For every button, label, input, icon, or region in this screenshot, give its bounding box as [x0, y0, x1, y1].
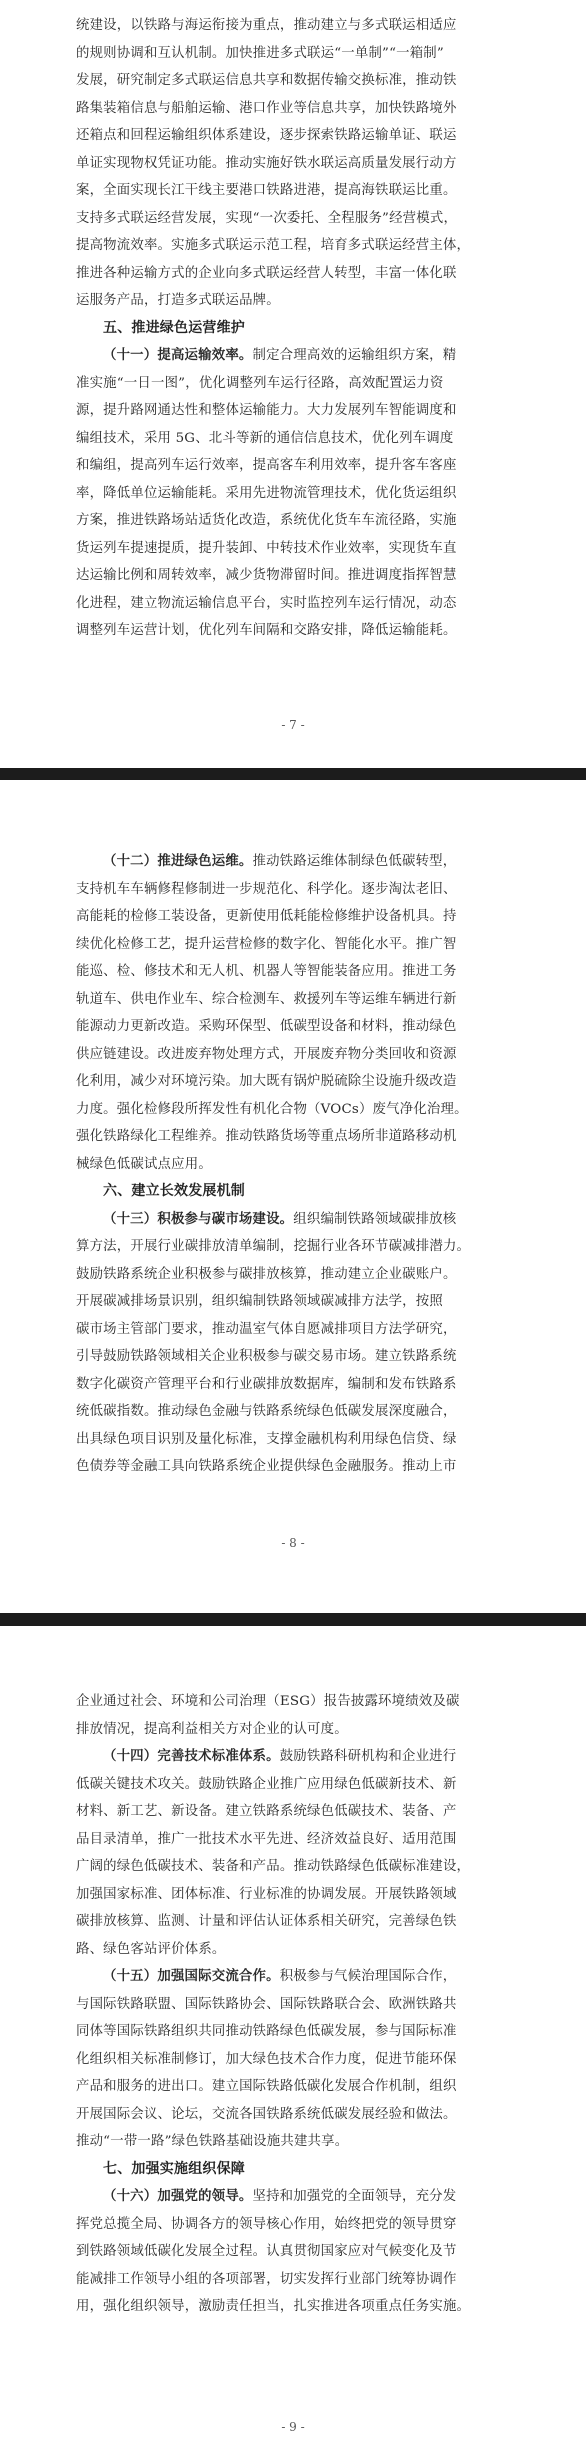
line-text: 碳市场主管部门要求，推动温室气体自愿减排项目方法学研究， [76, 1321, 457, 1337]
line-text: 鼓励铁路科研机构和企业进行 [279, 1749, 457, 1764]
line-text: 路集装箱信息与船舶运输、港口作业等信息共享，加快铁路境外 [76, 100, 457, 116]
line-text: 械绿色低碳试点应用。 [76, 1156, 212, 1172]
paragraph-line [76, 425, 508, 453]
line-text: 能源动力更新改造。采购环保型、低碳型设备和材料，推动绿色 [76, 1019, 457, 1034]
paragraph-line [76, 2266, 508, 2294]
document-page-7 [0, 0, 586, 768]
line-text: 算方法，开展行业碳排放清单编制，挖掘行业各环节碳减排潜力。 [76, 1239, 471, 1254]
paragraph-line [76, 370, 508, 398]
paragraph-line [76, 1123, 508, 1151]
line-text: 鼓励铁路系统企业积极参与碳排放核算，推动建立企业碳账户。 [76, 1266, 457, 1282]
paragraph-line [76, 535, 508, 563]
line-text: 推进各种运输方式的企业向多式联运经营人转型，丰富一体化联 [76, 265, 457, 281]
paragraph-line [76, 1068, 508, 1096]
line-text: 产品和服务的进出口。建立国际铁路低碳化发展合作机制，组织 [76, 2079, 457, 2094]
paragraph-line [76, 1881, 508, 1909]
paragraph-line [76, 958, 508, 986]
paragraph-line [76, 1771, 508, 1799]
line-text: 案，全面实现长江干线主要港口铁路进港，提高海铁联运比重。 [76, 183, 457, 198]
paragraph-line [76, 2238, 508, 2266]
paragraph-line [76, 986, 508, 1014]
line-text: 开展国际会议、论坛，交流各国铁路系统低碳发展经验和做法。 [76, 2106, 457, 2122]
paragraph-line [76, 2183, 508, 2211]
document-page-9 [0, 1626, 586, 2452]
line-text: 数字化碳资产管理平台和行业碳排放数据库，编制和发布铁路系 [76, 1376, 457, 1392]
line-text: 方案，推进铁路场站适货化改造，系统优化货车车流径路，实施 [76, 513, 457, 528]
page-number: - 7 - [281, 718, 305, 732]
paragraph-line [76, 1288, 508, 1316]
paragraph-line [76, 1206, 508, 1234]
paragraph-line [76, 1743, 508, 1771]
line-text: 率，降低单位运输能耗。采用先进物流管理技术，优化货运组织 [76, 485, 457, 501]
paragraph-line [76, 1798, 508, 1826]
paragraph-line [76, 1936, 508, 1964]
section-heading: 七、加强实施组织保障 [103, 2160, 245, 2177]
subsection-title: （十四）完善技术标准体系。 [103, 1748, 280, 1764]
paragraph-line [76, 1426, 508, 1454]
line-text: 力度。强化检修段所挥发性有机化合物（VOCs）废气净化治理。 [76, 1101, 468, 1117]
paragraph-line [76, 12, 508, 40]
paragraph-line [76, 1688, 508, 1716]
subsection-title: （十二）推进绿色运维。 [103, 853, 253, 869]
line-text: 低碳关键技术攻关。鼓励铁路企业推广应用绿色低碳新技术、新 [76, 1776, 457, 1792]
line-text: 高能耗的检修工装设备，更新使用低耗能检修维护设备机具。持 [76, 909, 457, 924]
line-text: 运服务产品，打造多式联运品牌。 [76, 293, 280, 308]
line-text: 和编组，提高列车运行效率，提高客车利用效率，提升客车客座 [76, 458, 457, 473]
paragraph-line [76, 1233, 508, 1261]
paragraph-line [76, 848, 508, 876]
paragraph-line [76, 1853, 508, 1881]
line-text: 企业通过社会、环境和公司治理（ESG）报告披露环境绩效及碳 [76, 1694, 460, 1709]
paragraph-line [76, 2101, 508, 2129]
paragraph-line [76, 2073, 508, 2101]
paragraph-line [76, 1963, 508, 1991]
paragraph-line [76, 2293, 508, 2321]
line-text: 调整列车运营计划，优化列车间隔和交路安排，降低运输能耗。 [76, 623, 457, 638]
line-text: 引导鼓励铁路领域相关企业积极参与碳交易市场。建立铁路系统 [76, 1349, 457, 1364]
line-text: 能减排工作领导小组的各项部署，切实发挥行业部门统筹协调作 [76, 2271, 457, 2287]
line-text: 加强国家标准、团体标准、行业标准的协调发展。开展铁路领域 [76, 1886, 457, 1902]
paragraph-line [76, 1398, 508, 1426]
paragraph-line [76, 876, 508, 904]
line-text: 同体等国际铁路组织共同推动铁路绿色低碳发展，参与国际标准 [76, 2024, 457, 2039]
paragraph-line [76, 95, 508, 123]
line-text: 广阔的绿色低碳技术、装备和产品。推动铁路绿色低碳标准建设， [76, 1859, 471, 1874]
paragraph-line [76, 397, 508, 425]
line-text: 坚持和加强党的全面领导，充分发 [252, 2189, 457, 2204]
paragraph-line [76, 1151, 508, 1179]
paragraph-line [76, 1908, 508, 1936]
line-text: 品目录清单，推广一批技术水平先进、经济效益良好、适用范围 [76, 1831, 457, 1847]
line-text: 与国际铁路联盟、国际铁路协会、国际铁路联合会、欧洲铁路共 [76, 1996, 457, 2012]
paragraph-line [76, 590, 508, 618]
paragraph-line [76, 1453, 508, 1481]
line-text: 轨道车、供电作业车、综合检测车、救援列车等运维车辆进行新 [76, 991, 457, 1007]
paragraph-line [76, 2018, 508, 2046]
line-text: 统建设，以铁路与海运衔接为重点，推动建立与多式联运相适应 [76, 18, 457, 33]
paragraph-line [76, 1261, 508, 1289]
paragraph-line [76, 2046, 508, 2074]
page-separator [0, 1613, 586, 1626]
section-heading: 六、建立长效发展机制 [103, 1183, 245, 1199]
document-page-8 [0, 780, 586, 1613]
line-text: 组织编制铁路领域碳排放核 [293, 1211, 457, 1227]
line-text: 供应链建设。改进废弃物处理方式，开展废弃物分类回收和资源 [76, 1046, 457, 1062]
line-text: 化利用，减少对环境污染。加大既有锅炉脱硫除尘设施升级改造 [76, 1074, 457, 1089]
line-text: 推动“一带一路”绿色铁路基础设施共建共享。 [76, 2134, 349, 2149]
paragraph-line [76, 1096, 508, 1124]
page-9-body [76, 1688, 508, 2321]
line-text: 还箱点和回程运输组织体系建设，逐步探索铁路运输单证、联运 [76, 128, 457, 143]
paragraph-line [76, 2211, 508, 2239]
paragraph-line [76, 205, 508, 233]
paragraph-line [76, 260, 508, 288]
page-number: - 9 - [281, 2420, 305, 2434]
paragraph-line [76, 931, 508, 959]
line-text: 源，提升路网通达性和整体运输能力。大力发展列车智能调度和 [76, 403, 457, 418]
subsection-title: （十一）提高运输效率。 [103, 347, 253, 363]
line-text: 挥党总揽全局、协调各方的领导核心作用，始终把党的领导贯穿 [76, 2216, 457, 2232]
line-text: 到铁路领域低碳化发展全过程。认真贯彻国家应对气候变化及节 [76, 2244, 457, 2259]
line-text: 开展碳减排场景识别，组织编制铁路领域碳减排方法学，按照 [76, 1294, 443, 1309]
paragraph-line [76, 507, 508, 535]
section-heading: 五、推进绿色运营维护 [103, 319, 245, 336]
line-text: 用，强化组织领导，激励责任担当，扎实推进各项重点任务实施。 [76, 2299, 471, 2314]
page-8-body [76, 848, 508, 1481]
line-text: 支持机车车辆修程修制进一步规范化、科学化。逐步淘汰老旧、 [76, 881, 457, 897]
line-text: 准实施“一日一图”，优化调整列车运行径路，高效配置运力资 [76, 375, 444, 391]
paragraph-line [76, 1716, 508, 1744]
line-text: 积极参与气候治理国际合作， [279, 1969, 457, 1984]
line-text: 的规则协调和互认机制。加快推进多式联运“一单制”“一箱制” [76, 45, 444, 61]
line-text: 碳排放核算、监测、计量和评估认证体系相关研究，完善绿色铁 [76, 1914, 457, 1929]
page-number: - 8 - [281, 1536, 305, 1550]
line-text: 提高物流效率。实施多式联运示范工程，培育多式联运经营主体， [76, 238, 471, 253]
line-text: 制定合理高效的运输组织方案，精 [252, 348, 457, 363]
paragraph-line [76, 150, 508, 178]
line-text: 排放情况，提高利益相关方对企业的认可度。 [76, 1721, 348, 1737]
page-7-body [76, 12, 508, 645]
paragraph-line [76, 2128, 508, 2156]
paragraph-line [76, 903, 508, 931]
subsection-title: （十三）积极参与碳市场建设。 [103, 1210, 294, 1227]
paragraph-line [76, 1343, 508, 1371]
paragraph-line [76, 617, 508, 645]
line-text: 能巡、检、修技术和无人机、机器人等智能装备应用。推进工务 [76, 964, 457, 979]
line-text: 支持多式联运经营发展，实现“一次委托、全程服务”经营模式， [76, 210, 458, 226]
paragraph-line [76, 287, 508, 315]
line-text: 色债券等金融工具向铁路系统企业提供绿色金融服务。推动上市 [76, 1459, 457, 1474]
paragraph-line [76, 562, 508, 590]
line-text: 货运列车提速提质，提升装卸、中转技术作业效率，实现货车直 [76, 540, 457, 556]
line-text: 强化铁路绿化工程维养。推动铁路货场等重点场所非道路移动机 [76, 1129, 457, 1144]
paragraph-line [76, 1013, 508, 1041]
line-text: 出具绿色项目识别及量化标准，支撑金融机构利用绿色信贷、绿 [76, 1431, 457, 1447]
line-text: 续优化检修工艺，提升运营检修的数字化、智能化水平。推广智 [76, 936, 457, 952]
line-text: 推动铁路运维体制绿色低碳转型， [252, 854, 457, 869]
line-text: 化进程，建立物流运输信息平台，实时监控列车运行情况，动态 [76, 595, 457, 611]
paragraph-line [76, 177, 508, 205]
paragraph-line [76, 452, 508, 480]
paragraph-line [76, 1316, 508, 1344]
line-text: 单证实现物权凭证功能。推动实施好铁水联运高质量发展行动方 [76, 155, 457, 171]
paragraph-line [76, 67, 508, 95]
paragraph-line [76, 1041, 508, 1069]
paragraph-line [76, 232, 508, 260]
paragraph-line [76, 1371, 508, 1399]
line-text: 统低碳指数。推动绿色金融与铁路系统绿色低碳发展深度融合， [76, 1404, 457, 1419]
line-text: 发展，研究制定多式联运信息共享和数据传输交换标准，推动铁 [76, 73, 457, 88]
paragraph-line [76, 480, 508, 508]
line-text: 路、绿色客站评价体系。 [76, 1941, 226, 1957]
page-separator [0, 768, 586, 780]
paragraph-line [76, 1826, 508, 1854]
subsection-title: （十六）加强党的领导。 [103, 2188, 253, 2204]
paragraph-line [76, 1991, 508, 2019]
paragraph-line [76, 122, 508, 150]
line-text: 化组织相关标准制修订，加大绿色技术合作力度，促进节能环保 [76, 2051, 457, 2067]
paragraph-line [76, 342, 508, 370]
line-text: 达运输比例和周转效率，减少货物滞留时间。推进调度指挥智慧 [76, 568, 457, 583]
paragraph-line [76, 40, 508, 68]
line-text: 编组技术，采用 5G、北斗等新的通信信息技术，优化列车调度 [76, 430, 454, 446]
subsection-title: （十五）加强国际交流合作。 [103, 1968, 280, 1984]
line-text: 材料、新工艺、新设备。建立铁路系统绿色低碳技术、装备、产 [76, 1804, 457, 1819]
